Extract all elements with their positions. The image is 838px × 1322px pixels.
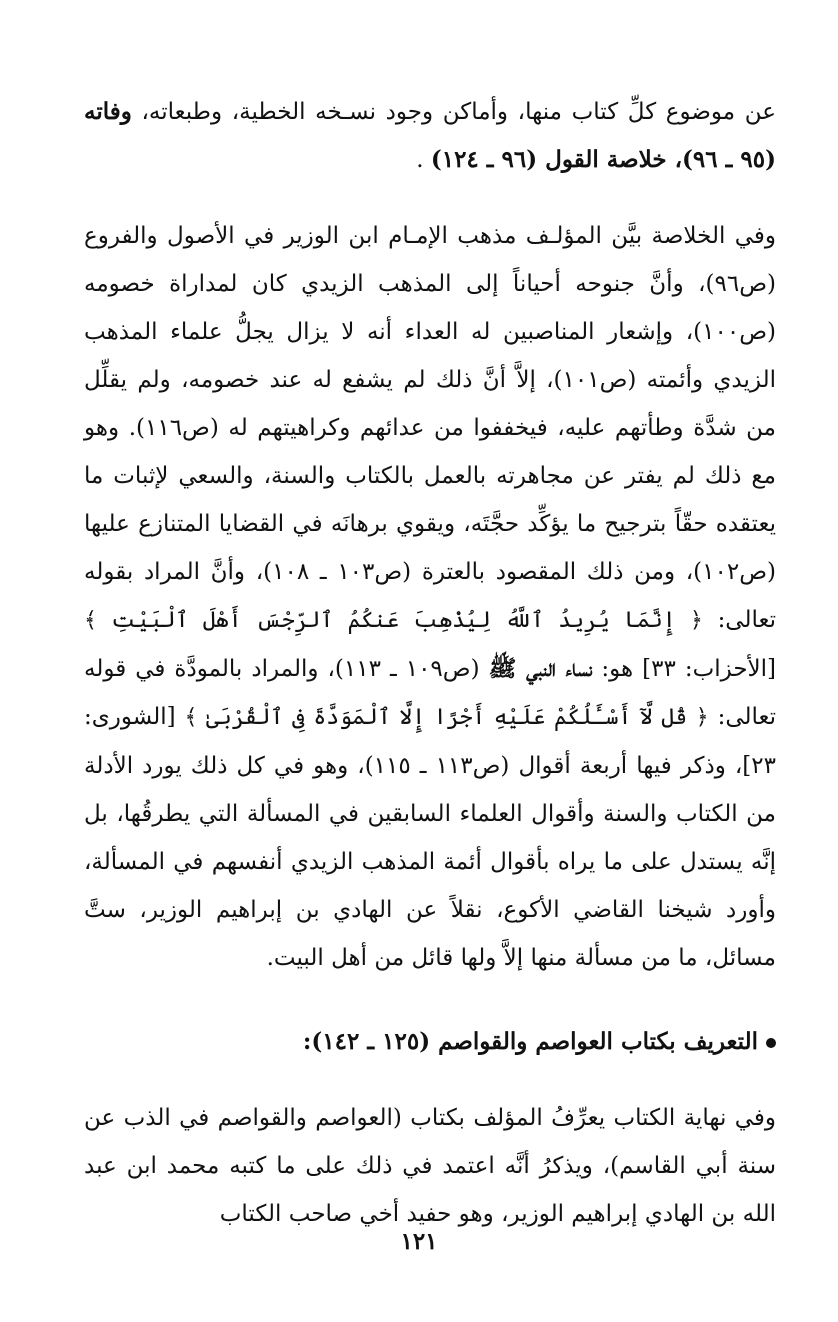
summary-text-1: وفي الخلاصة بيَّن المؤلـف مذهب الإمـام ابن الوزير في الأصول والفروع (ص٩٦)، وأنَّ جنوحه أحياناً إلى المذهب الزيدي كان لمداراة خصومه (ص١٠٠)، وإشعار المناصبين له العداء أنه لا يزال يجلُّ علماء المذهب الزيدي وأئمته (ص١٠١)، إلاَّ أنَّ ذلك لم يشفع له عند خصومه، ولم يقلِّل من شدَّة وطأتهم عليه، فيخففوا من عدائهم وكراهيتهم له (ص١١٦). وهو مع ذلك لم يفتر عن مجاهرته بالعمل بالكتاب والسنة، والسعي لإثبات ما يعتقده حقّاً بترجيح ما يؤكِّد حجَّتَه، ويقوي برهانَه في القضايا المتنازع عليها (ص١٠٢)، ومن ذلك المقصود بالعترة (ص١٠٣ ـ ١٠٨)، وأنَّ المراد بقوله تعالى: <box>84 223 777 633</box>
intro-bold-headings: وفاته (٩٥ ـ ٩٦)، خلاصة القول (٩٦ ـ ١٢٤) <box>84 98 776 173</box>
summary-text-3: (ص١٠٩ ـ ١١٣)، والمراد بالمودَّة في قوله تعالى: <box>84 656 777 730</box>
summary-text-2: [الأحزاب: ٣٣] هو: <box>601 656 777 682</box>
intro-paragraph <box>84 88 776 184</box>
summary-paragraph <box>84 212 776 982</box>
intro-text: عن موضوع كلِّ كتاب منها، وأماكن وجود نسـخه الخطية، وطبعاته، <box>141 99 776 125</box>
summary-bold-1: نساء النبي ﷺ <box>488 655 593 682</box>
closing-paragraph <box>84 1094 776 1238</box>
page-number: ١٢١ <box>400 1228 438 1255</box>
spacer <box>84 982 776 1018</box>
section-heading-text: التعريف بكتاب العواصم والقواصم (١٢٥ ـ ١٤٢) <box>311 1028 758 1055</box>
spacer <box>84 1066 776 1094</box>
quran-verse-1: ﴿ إِنَّمَا يُرِيدُ ٱللَّهُ لِيُذْهِبَ عَنكُمُ ٱلرِّجْسَ أَهْلَ ٱلْبَيْتِ ﴾ <box>84 608 703 633</box>
section-heading <box>84 1018 776 1066</box>
intro-end: . <box>416 147 424 173</box>
section-heading-suffix: : <box>302 1028 312 1055</box>
quran-verse-2: ﴿ قُل لَّآ أَسْـَٔلُكُمْ عَلَيْهِ أَجْرًا إِلَّا ٱلْمَوَدَّةَ فِى ٱلْقُرْبَىٰ ﴾ <box>184 705 709 730</box>
spacer <box>84 184 776 212</box>
summary-text-4: [الشورى: ٢٣]، وذكر فيها أربعة أقوال (ص١١٣ ـ ١١٥)، وهو في كل ذلك يورد الأدلة من الكتاب والسنة وأقوال العلماء السابقين في المسألة التي يطرقُها، بل إنَّه يستدل على ما يراه بأقوال أئمة المذهب الزيدي أنفسهم في المسألة، وأورد شيخنا القاضي الأكوع، نقلاً عن الهادي بن إبراهيم الوزير، ستَّ مسائل، ما من مسألة منها إلاَّ ولها قائل من أهل البيت. <box>84 704 776 971</box>
page-body <box>84 88 776 1238</box>
closing-text: وفي نهاية الكتاب يعرِّفُ المؤلف بكتاب (العواصم والقواصم في الذب عن سنة أبي القاسم)، ويذكرُ أنَّه اعتمد في ذلك على ما كتبه محمد ابن عبد الله بن الهادي إبراهيم الوزير، وهو حفيد أخي صاحب الكتاب <box>84 1105 776 1227</box>
bullet-icon <box>766 1038 776 1048</box>
